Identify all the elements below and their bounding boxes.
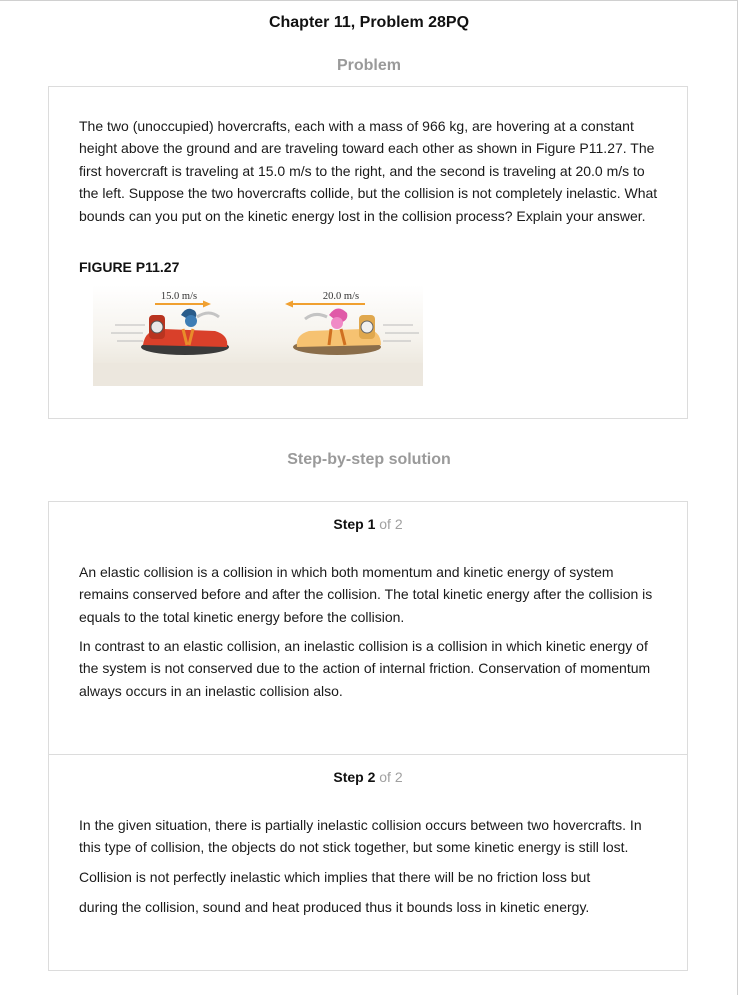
solution-heading: Step-by-step solution	[287, 451, 451, 468]
step-2-label: Step 2	[333, 769, 376, 785]
left-hovercraft	[141, 309, 229, 355]
left-speed-label: 15.0 m/s	[160, 291, 198, 302]
page-title: Chapter 11, Problem 28PQ	[268, 14, 470, 31]
figure-ground	[93, 363, 423, 386]
step-1-paragraph-1: An elastic collision is a collision in which both momentum and kinetic energy of system remains conserved before and after the collision. The total kinetic energy after the collision is equals to the total kinetic energy before the collision.	[79, 564, 653, 625]
right-speed-label: 20.0 m/s	[322, 291, 360, 302]
step-2-paragraph-2: Collision is not perfectly inelastic which implies that there will be no friction loss but	[79, 869, 591, 885]
step-2-paragraph-3: during the collision, sound and heat produced thus it bounds loss in kinetic energy.	[79, 899, 590, 915]
step-2-count: of 2	[379, 769, 403, 785]
hovercraft-figure	[93, 285, 423, 386]
problem-text: The two (unoccupied) hovercrafts, each with a mass of 966 kg, are hovering at a constant height above the ground and are traveling toward each other as shown in Figure P11.27. The first hovercraft is traveling at 15.0 m/s to the right, and the second is traveling at 20.0 m/s to the left. Suppose the two hovercrafts collide, but the collision is not completely inelastic. What bounds can you put on the kinetic energy lost in the collision process? Explain your answer.	[79, 118, 658, 224]
step-1-header	[49, 516, 687, 532]
problem-heading: Problem	[336, 57, 401, 74]
step-1-paragraph-2: In contrast to an elastic collision, an inelastic collision is a collision in which kinetic energy of the system is not conserved due to the action of internal friction. Conservation of momentum always occurs in an inelastic collision also.	[79, 638, 651, 699]
step-1-label: Step 1	[333, 516, 376, 532]
problem-card	[48, 86, 688, 419]
step-divider	[49, 754, 687, 755]
figure-label: FIGURE P11.27	[79, 259, 180, 275]
step-2-header	[49, 769, 687, 785]
hovercraft-illustration	[93, 285, 423, 386]
step-2-paragraph-1: In the given situation, there is partially inelastic collision occurs between two hovercrafts. In this type of collision, the objects do not stick together, but some kinetic energy is still lost.	[79, 817, 642, 856]
step-1-count: of 2	[379, 516, 403, 532]
solution-card	[48, 501, 688, 971]
